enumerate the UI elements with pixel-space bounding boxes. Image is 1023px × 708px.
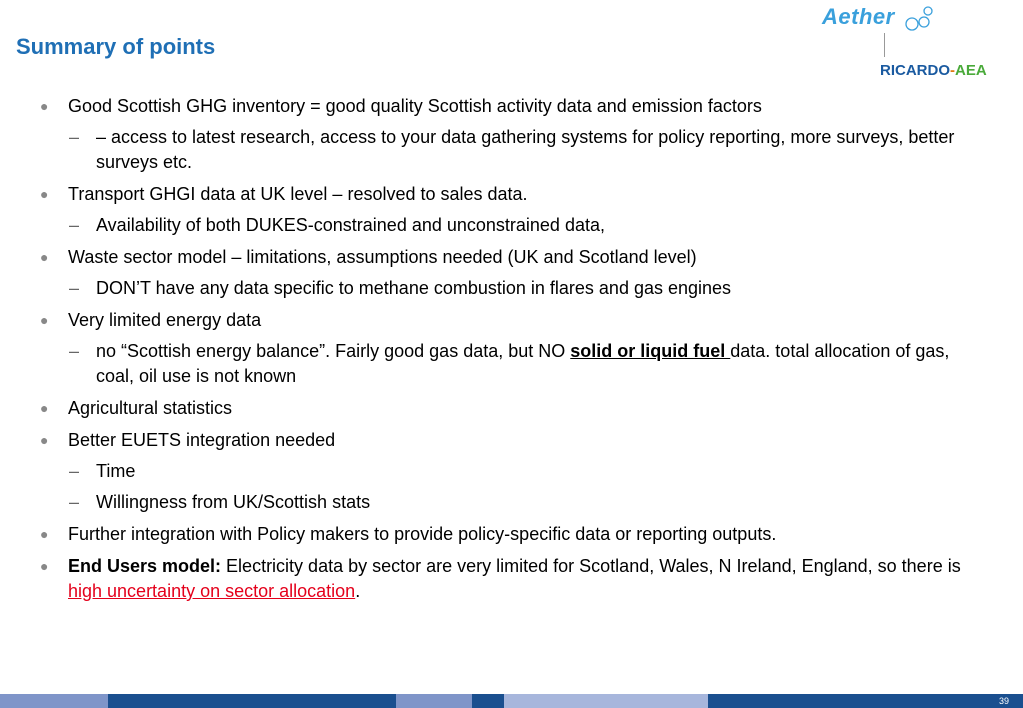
footer-bar — [0, 694, 1023, 708]
bullet-icon: ● — [40, 558, 49, 574]
solid-liquid-fuel-emphasis: solid or liquid fuel — [570, 341, 731, 361]
point-text: Waste sector model – limitations, assumptions needed (UK and Scotland level) — [68, 247, 697, 267]
list-item — [0, 554, 1023, 604]
sub-text: DON’T have any data specific to methane combustion in flares and gas engines — [96, 278, 732, 298]
footer-segment — [396, 694, 472, 708]
point-text: Good Scottish GHG inventory = good quality Scottish activity data and emission factors — [68, 96, 762, 116]
sub-item — [0, 276, 1023, 301]
sub-text: Availability of both DUKES-constrained and unconstrained data, — [96, 215, 605, 235]
sub-item — [0, 459, 1023, 484]
aether-logo: Aether — [822, 4, 895, 29]
list-item — [0, 182, 1023, 207]
ricardo-text: RICARDO — [880, 62, 950, 79]
ricardo-aea-logo — [880, 62, 987, 79]
bullet-icon: ● — [40, 98, 49, 114]
footer-segment — [472, 694, 504, 708]
point-3 — [0, 245, 1023, 301]
point-text: Further integration with Policy makers to provide policy-specific data or reporting outputs. — [68, 524, 777, 544]
logo-divider — [884, 33, 885, 57]
dash-icon: – — [69, 492, 80, 512]
point-8 — [0, 554, 1023, 604]
ricardo-dash: - — [950, 62, 955, 79]
list-item — [0, 245, 1023, 270]
point-7 — [0, 522, 1023, 547]
bullet-icon: ● — [40, 312, 49, 328]
aea-text: AEA — [955, 62, 987, 79]
point-1 — [0, 94, 1023, 175]
point-text: Electricity data by sector are very limited for Scotland, Wales, N Ireland, England, so there is — [221, 556, 961, 576]
point-6 — [0, 428, 1023, 515]
list-item — [0, 94, 1023, 119]
aether-bubbles-icon — [904, 2, 938, 36]
list-item — [0, 522, 1023, 547]
page-number: 39 — [998, 696, 1009, 706]
bullet-icon: ● — [40, 526, 49, 542]
bullet-icon: ● — [40, 432, 49, 448]
point-4 — [0, 308, 1023, 389]
dash-icon: – — [69, 215, 80, 235]
page-title: Summary of points — [16, 34, 216, 59]
bullet-icon: ● — [40, 400, 49, 416]
end-users-label: End Users model: — [68, 556, 222, 576]
dash-icon: – — [69, 341, 80, 361]
bullet-icon: ● — [40, 186, 49, 202]
dash-icon: – — [69, 127, 80, 147]
point-text: Very limited energy data — [68, 310, 262, 330]
footer-segment — [504, 694, 708, 708]
footer-segment — [108, 694, 396, 708]
sub-text: Willingness from UK/Scottish stats — [96, 492, 371, 512]
point-text: Agricultural statistics — [68, 398, 233, 418]
footer-segment — [708, 694, 868, 708]
sub-item — [0, 213, 1023, 238]
sub-text-after: data. total allocation of gas, coal, oil use is not known — [96, 341, 950, 386]
uncertainty-highlight: high uncertainty on sector allocation — [68, 581, 356, 601]
list-item — [0, 308, 1023, 333]
point-2 — [0, 182, 1023, 238]
point-text: Transport GHGI data at UK level – resolved to sales data. — [68, 184, 528, 204]
point-end: . — [355, 581, 361, 601]
point-text: Better EUETS integration needed — [68, 430, 336, 450]
point-5 — [0, 396, 1023, 421]
sub-text: – access to latest research, access to your data gathering systems for policy reporting, more surveys, better surveys etc. — [96, 127, 955, 172]
dash-icon: – — [69, 461, 80, 481]
list-item — [0, 428, 1023, 453]
bullet-list — [0, 94, 1023, 611]
sub-item — [0, 125, 1023, 175]
sub-text-before: no “Scottish energy balance”. Fairly good gas data, but NO — [96, 341, 571, 361]
dash-icon: – — [69, 278, 80, 298]
footer-segment — [0, 694, 108, 708]
list-item — [0, 396, 1023, 421]
sub-item — [0, 339, 1023, 389]
sub-item — [0, 490, 1023, 515]
bullet-icon: ● — [40, 249, 49, 265]
sub-text: Time — [96, 461, 136, 481]
